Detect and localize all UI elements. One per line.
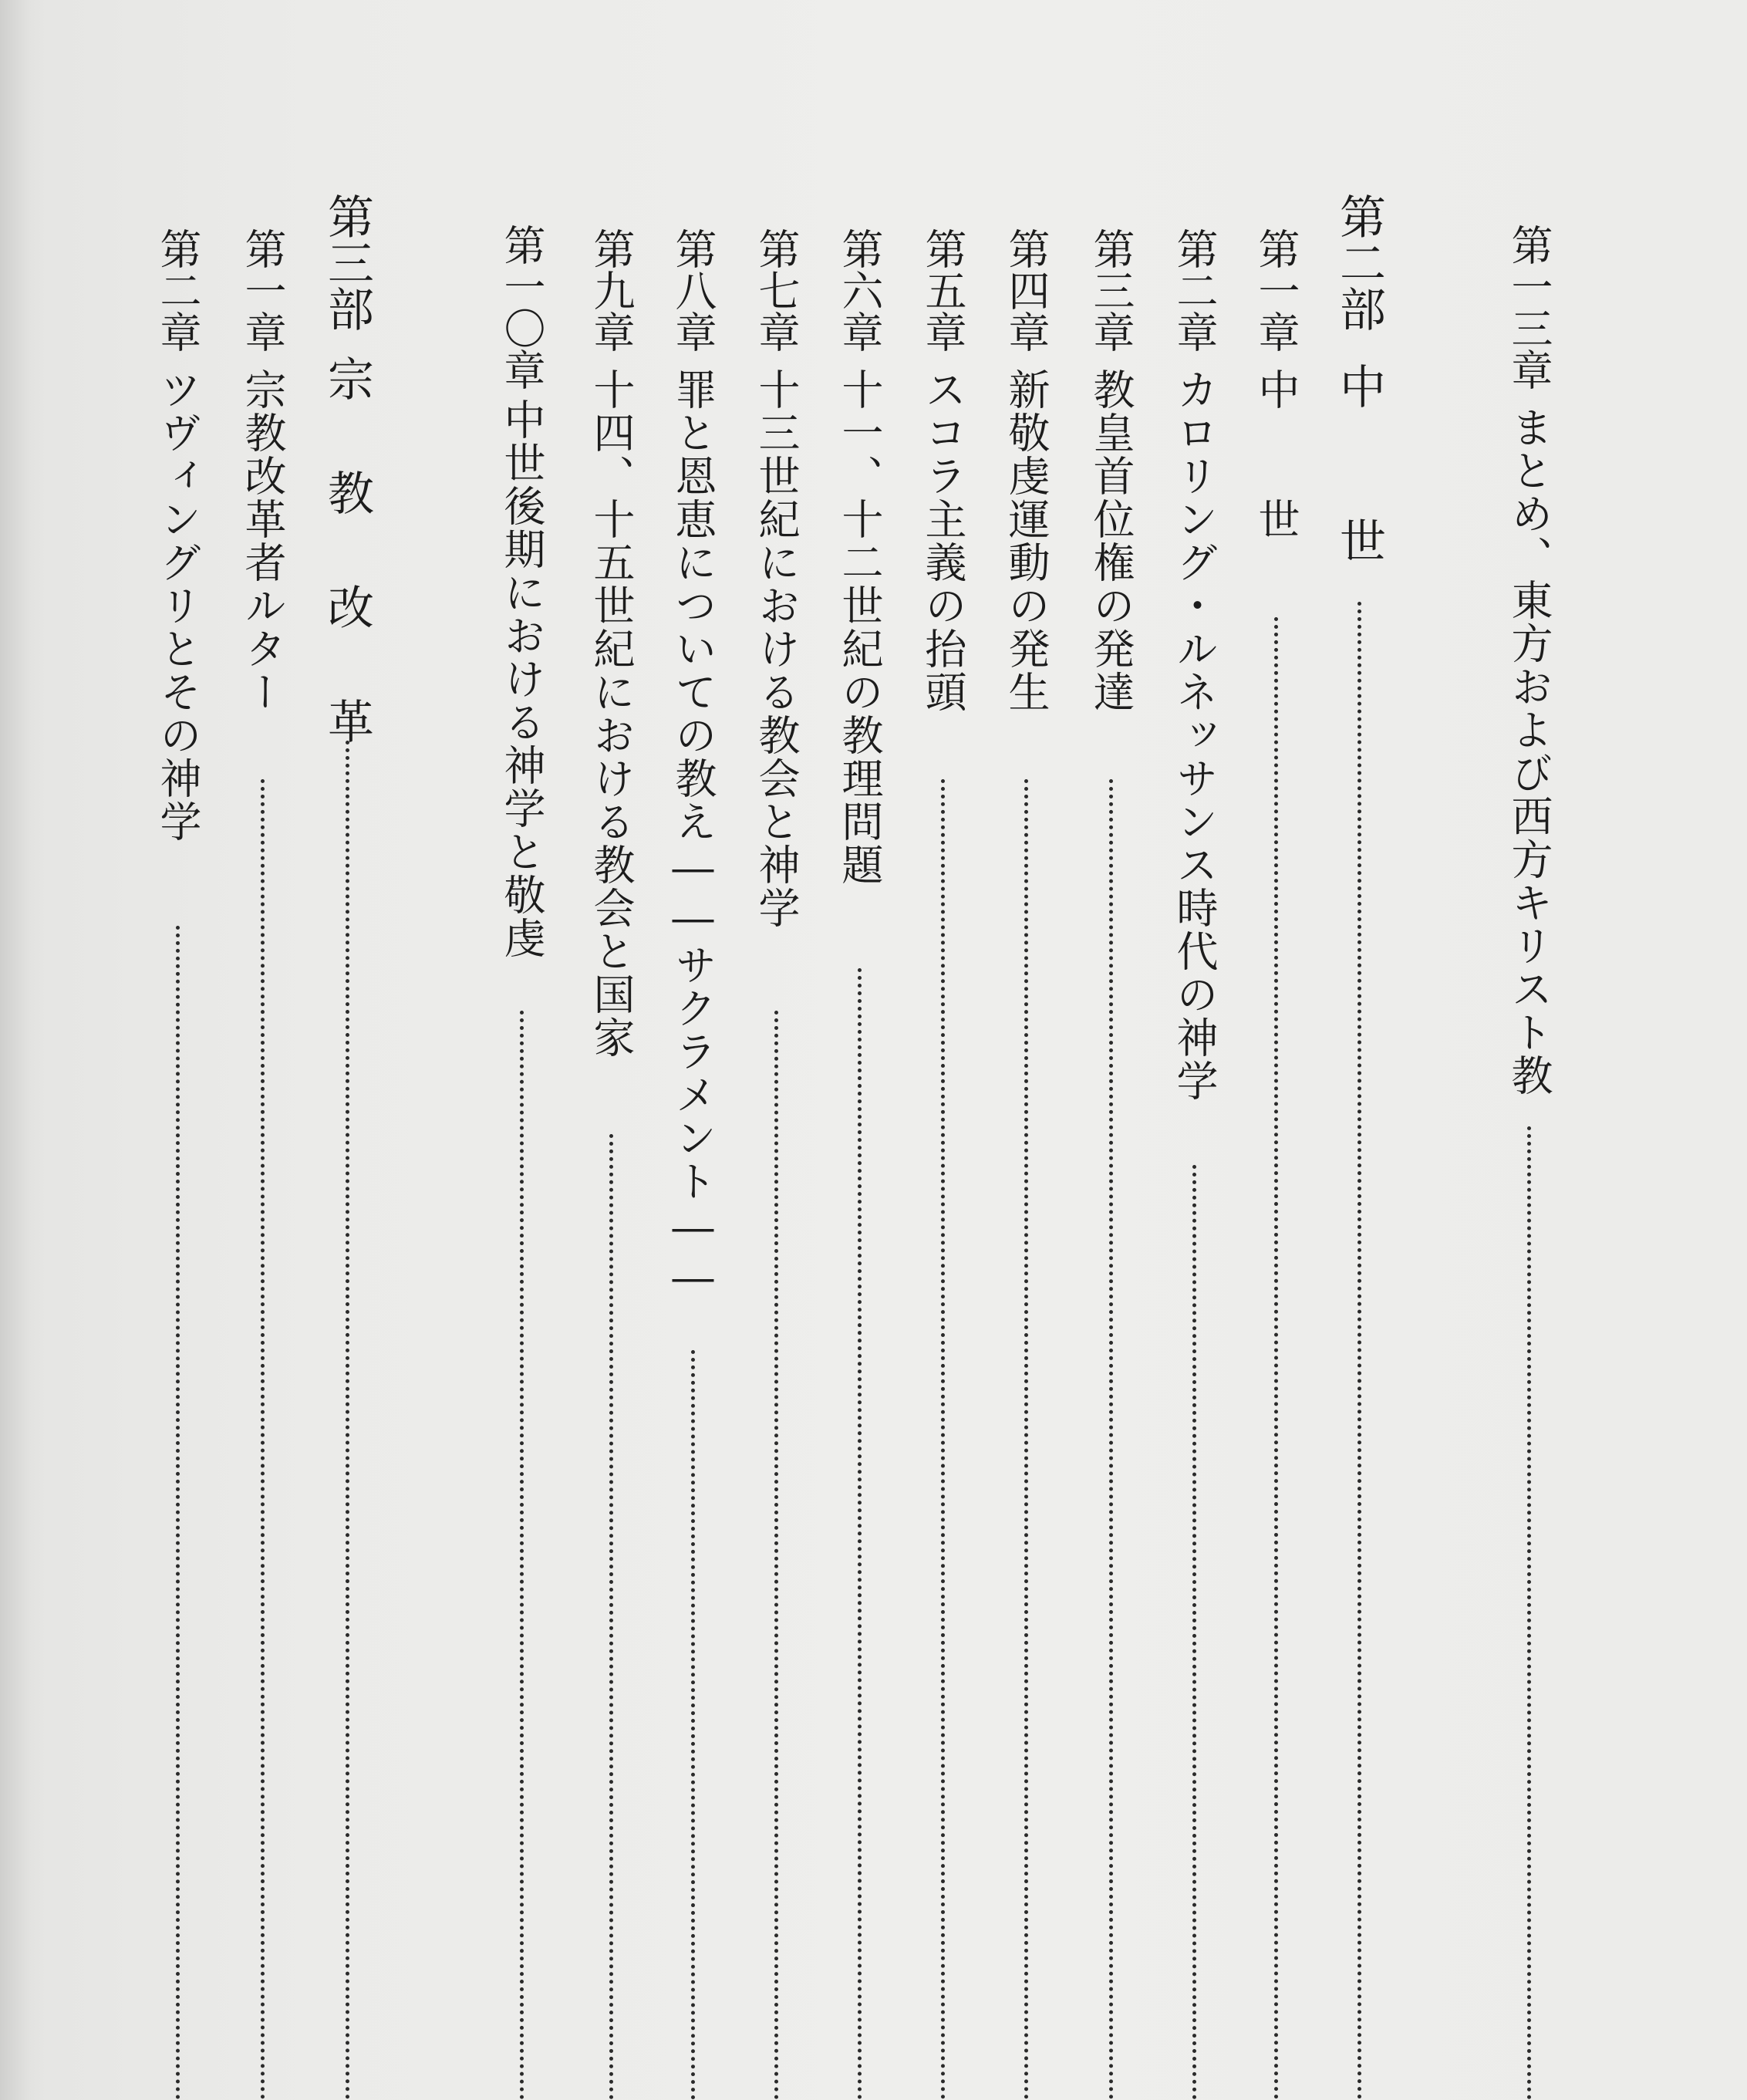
part-label: 第二部 <box>1332 193 1386 332</box>
toc-part-2 <box>1328 0 1390 2100</box>
toc-entry-chapter-4 <box>995 0 1057 2100</box>
entry-label: 第三章 <box>1087 228 1135 353</box>
entry-label: 第六章 <box>835 228 884 353</box>
entry-title: 中 世 <box>1252 368 1300 562</box>
entry-label: 第九章 <box>587 228 636 353</box>
entry-title: 新敬虔運動の発生 <box>1002 368 1051 714</box>
toc-entry-chapter-8 <box>662 0 723 2100</box>
entry-title: スコラ主義の抬頭 <box>919 368 967 714</box>
toc-part-3 <box>316 0 378 2100</box>
toc-entry-chapter-10 <box>491 0 552 2100</box>
toc-entry-chapter-13 <box>1498 0 1560 2100</box>
entry-title: カロリング・ルネッサンス時代の神学 <box>1170 368 1219 1102</box>
dot-leader <box>691 1350 695 2100</box>
entry-label: 第八章 <box>669 228 717 353</box>
page-gutter-shadow <box>0 0 29 2100</box>
entry-label: 第七章 <box>752 228 801 353</box>
dot-leader <box>858 968 862 2100</box>
entry-label: 第五章 <box>919 228 967 353</box>
toc-entry-chapter-2 <box>1163 0 1225 2100</box>
dot-leader <box>1357 602 1361 2100</box>
entry-label: 第一章 <box>238 228 287 353</box>
toc-entry-chapter-9 <box>580 0 642 2100</box>
dot-leader <box>609 1134 613 2100</box>
dot-leader <box>176 926 180 2100</box>
part-title: 中 世 <box>1332 363 1386 594</box>
entry-title: 教皇首位権の発達 <box>1087 368 1135 714</box>
dot-leader <box>774 1011 778 2100</box>
toc-entry-chapter-1 <box>1245 0 1307 2100</box>
dot-leader <box>1274 617 1278 2100</box>
part-label: 第三部 <box>320 193 374 332</box>
entry-title: 罪と恩恵についての教え――サクラメント―― <box>669 368 717 1303</box>
dot-leader <box>1109 779 1113 2100</box>
entry-title: 十一、十二世紀の教理問題 <box>835 368 884 886</box>
entry-label: 第一〇章 <box>497 224 546 390</box>
entry-label: 第二章 <box>1170 228 1219 353</box>
dot-leader <box>346 741 349 2100</box>
toc-entry-chapter-7 <box>745 0 807 2100</box>
toc-entry-part3-chapter-2 <box>147 0 208 2100</box>
entry-title: まとめ、東方および西方キリスト教 <box>1505 406 1553 1097</box>
dot-leader <box>1024 779 1028 2100</box>
entry-label: 第二章 <box>153 228 202 353</box>
entry-title: 十四、十五世紀における教会と国家 <box>587 368 636 1059</box>
toc-entry-part3-chapter-1 <box>231 0 293 2100</box>
entry-label: 第一三章 <box>1505 224 1553 390</box>
entry-title: 宗教改革者ルター <box>238 368 287 714</box>
dot-leader <box>261 779 265 2100</box>
entry-title: 十三世紀における教会と神学 <box>752 368 801 930</box>
entry-title: ツヴィングリとその神学 <box>153 368 202 843</box>
dot-leader <box>941 779 945 2100</box>
toc-entry-chapter-5 <box>912 0 973 2100</box>
part-title: 宗 教 改 革 <box>320 355 374 755</box>
entry-title: 中世後期における神学と敬虔 <box>497 398 546 960</box>
entry-label: 第一章 <box>1252 228 1300 353</box>
toc-entry-chapter-6 <box>828 0 890 2100</box>
entry-label: 第四章 <box>1002 228 1051 353</box>
dot-leader <box>520 1011 524 2100</box>
dot-leader <box>1192 1165 1196 2100</box>
toc-entry-chapter-3 <box>1080 0 1142 2100</box>
dot-leader <box>1527 1126 1531 2100</box>
